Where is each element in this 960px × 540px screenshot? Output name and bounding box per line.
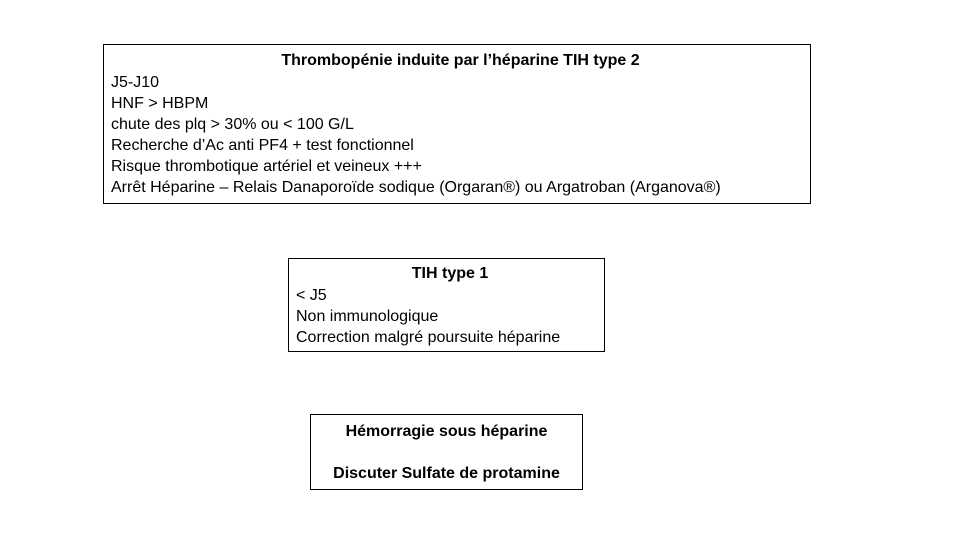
tih-type1-line-mechanism: Non immunologique bbox=[296, 308, 439, 325]
hemorragie-title: Hémorragie sous héparine bbox=[345, 423, 548, 440]
hemorragie-action: Discuter Sulfate de protamine bbox=[333, 465, 560, 482]
tih-type2-line-platelets: chute des plq > 30% ou < 100 G/L bbox=[111, 116, 354, 133]
tih-type1-box bbox=[288, 258, 605, 352]
tih-type2-line-heparin: HNF > HBPM bbox=[111, 95, 209, 112]
tih-type1-line-correction: Correction malgré poursuite héparine bbox=[296, 329, 561, 346]
tih-type2-line-test: Recherche d’Ac anti PF4 + test fonctionnel bbox=[111, 137, 414, 154]
tih-type1-line-timing: < J5 bbox=[296, 287, 327, 304]
tih-type2-line-risk: Risque thrombotique artériel et veineux +++ bbox=[111, 158, 422, 175]
tih-type1-title: TIH type 1 bbox=[411, 265, 489, 282]
tih-type2-line-timing: J5-J10 bbox=[111, 74, 160, 91]
hemorragie-box bbox=[310, 414, 583, 490]
tih-type2-box bbox=[103, 44, 811, 204]
tih-type2-line-treatment: Arrêt Héparine – Relais Danaporoïde sodique (Orgaran®) ou Argatroban (Arganova®) bbox=[111, 179, 721, 196]
tih-type2-title: Thrombopénie induite par l’héparine TIH type 2 bbox=[281, 52, 640, 69]
